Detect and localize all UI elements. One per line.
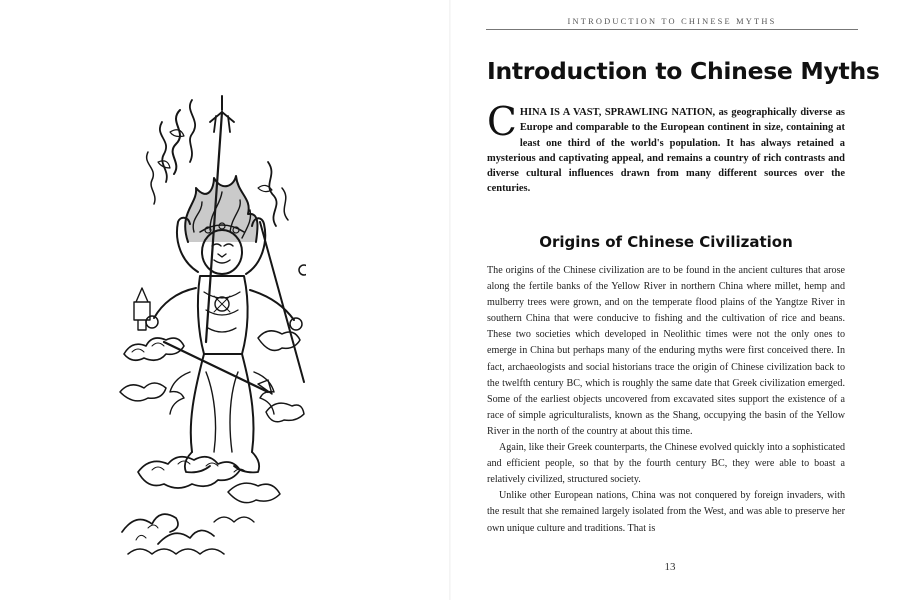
running-head: INTRODUCTION TO CHINESE MYTHS xyxy=(567,17,777,26)
body-paragraph: Again, like their Greek counterparts, the Chinese evolved quickly into a sophisticated and efficient people, so that by the fourth century BC, they were able to boast a relatively civilized, structured society. xyxy=(487,442,845,486)
section-heading: Origins of Chinese Civilization xyxy=(539,233,793,251)
body-text xyxy=(487,263,845,537)
intro-paragraph xyxy=(487,100,845,197)
right-page xyxy=(450,0,900,600)
drop-cap: C xyxy=(487,100,517,145)
page-number: 13 xyxy=(664,561,676,573)
body-paragraph: Unlike other European nations, China was not conquered by foreign invaders, with the result that she remained largely isolated from the West, and was able to preserve her own unique culture and traditions. That is xyxy=(487,490,845,534)
intro-text: HINA IS A VAST, SPRAWLING NATION, as geographically diverse as Europe and comparable to the European continent in size, containing at least one third of the world's population. It has always retained a mysterious and captivating appeal, and remains a country of rich contrasts and diverse cultural influences drawn from many different sources over the centuries. xyxy=(487,107,845,195)
wrathful-deity-woodcut-icon xyxy=(118,92,306,570)
running-head-rule xyxy=(486,29,858,30)
chapter-title: Introduction to Chinese Myths xyxy=(487,57,880,85)
body-paragraph: The origins of the Chinese civilization are to be found in the ancient cultures that arose along the fertile banks of the Yellow River in northern China where millet, hemp and mulberry trees were grown, and on the temperate flood plains of the Yangtze River in southern China that were conducive to fishing and the cultivation of rice and beans. These two societies which developed in Neolithic times were not the only ones to emerge in China but perhaps many of the enduring myths were first conceived there. In fact, archaeologists and social historians trace the origin of Chinese civilization back to the twelfth century BC, which is roughly the same date that Greek civilization emerged. Some of the earliest objects uncovered from excavated sites support the existence of a race of simple agriculturalists, known as the Shang, occupying the basin of the Yellow River in the north of the country at about this time. xyxy=(487,265,845,437)
